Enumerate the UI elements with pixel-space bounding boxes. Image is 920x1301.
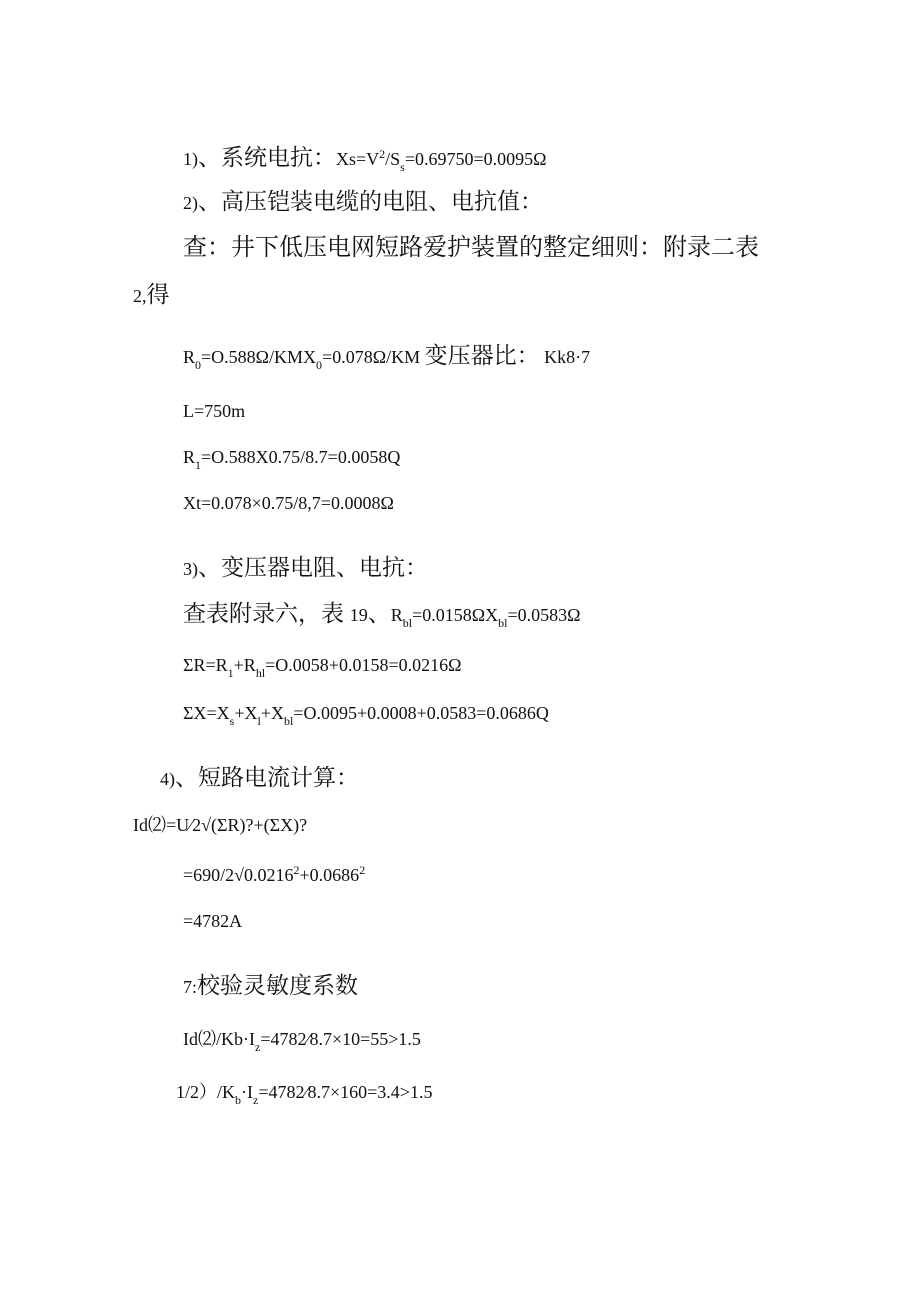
item-number: 4) — [160, 769, 175, 789]
line-r1 — [183, 447, 401, 472]
formula-part: =O.0095+0.0008+0.0583=0.0686Q — [293, 703, 549, 723]
item-number: 19 — [349, 605, 368, 625]
line-sensitivity-heading — [183, 974, 358, 997]
subscript: s — [229, 713, 235, 728]
superscript: 2 — [293, 863, 300, 877]
subscript: hl — [255, 665, 266, 680]
subscript: z — [254, 1039, 261, 1054]
formula-part: =4782⁄8.7×10=55>1.5 — [260, 1029, 421, 1049]
section-heading: 、变压器电阻、电抗： — [198, 555, 428, 580]
item-number: 1) — [183, 149, 198, 169]
formula-part: R — [183, 447, 196, 467]
formula-part: +R — [233, 655, 256, 675]
formula-part: Id⑵/Kb·I — [183, 1029, 255, 1049]
subscript: z — [253, 1092, 259, 1107]
line-xt — [183, 494, 394, 512]
formula: Id⑵=U⁄2√(ΣR)?+(ΣX)? — [133, 815, 308, 835]
paragraph-text: 变压器比： — [424, 343, 540, 368]
formula: Xt=0.078×0.75/8,7=0.0008Ω — [183, 493, 394, 513]
line-cable-heading — [183, 190, 543, 213]
formula-part: R — [390, 605, 403, 625]
formula-part: +X — [234, 703, 258, 723]
line-sum-r — [183, 655, 462, 680]
superscript: 2 — [379, 147, 386, 161]
subscript: 0 — [195, 357, 202, 372]
item-number: 2, — [133, 286, 147, 306]
subscript: bl — [498, 615, 508, 630]
line-lookup-cont — [133, 283, 170, 306]
formula-part: +X — [260, 703, 284, 723]
formula-part: =690/2√0.0216 — [183, 865, 294, 885]
item-number: 2) — [183, 193, 198, 213]
formula-part: Xs=V — [336, 149, 380, 169]
line-id-substitution — [183, 863, 366, 885]
line-short-circuit-heading — [160, 766, 359, 789]
section-heading: 、短路电流计算： — [175, 765, 359, 790]
formula-part: ·I — [241, 1082, 254, 1102]
subscript: b — [235, 1092, 242, 1107]
line-system-reactance — [183, 145, 547, 174]
formula: L=750m — [183, 401, 246, 421]
subscript: bl — [283, 713, 294, 728]
paragraph-text: 、 — [367, 601, 391, 626]
paragraph-text: 查表附录六，表 — [183, 601, 350, 626]
formula-part: =O.588Ω/KMX — [201, 347, 317, 367]
section-heading: 、高压铠装电缆的电阻、电抗值： — [198, 189, 543, 214]
item-number: 7: — [183, 977, 198, 997]
line-sum-x — [183, 703, 549, 728]
subscript: 0 — [316, 357, 323, 372]
formula-part: Kk8·7 — [539, 347, 591, 367]
formula-part: =0.69750=0.0095Ω — [404, 149, 547, 169]
line-length — [183, 402, 245, 420]
formula-part: R — [183, 347, 196, 367]
line-sensitivity-1 — [183, 1029, 421, 1054]
formula: =4782A — [183, 911, 243, 931]
subscript: 1 — [195, 457, 202, 472]
formula-part: =4782⁄8.7×160=3.4>1.5 — [258, 1082, 433, 1102]
line-id-result — [183, 912, 242, 930]
section-heading: 、系统电抗： — [198, 145, 336, 170]
formula-part: ΣR=R — [183, 655, 228, 675]
subscript: 1 — [227, 665, 234, 680]
line-sensitivity-2 — [176, 1082, 433, 1107]
formula-part: =0.0158ΩX — [412, 605, 499, 625]
formula-part: =O.588X0.75/8.7=0.0058Q — [201, 447, 401, 467]
subscript: bl — [402, 615, 413, 630]
formula-part: =0.0583Ω — [507, 605, 581, 625]
subscript: l — [257, 713, 261, 728]
line-table-lookup — [183, 601, 581, 630]
line-transformer-heading — [183, 556, 428, 579]
formula-part: =O.0058+0.0158=0.0216Ω — [265, 655, 462, 675]
section-heading: 校验灵敏度系数 — [197, 973, 359, 998]
line-lookup — [183, 236, 759, 260]
superscript: 2 — [359, 863, 366, 877]
formula-part: /S — [385, 149, 401, 169]
subscript: s — [400, 159, 405, 174]
item-number: 3) — [183, 559, 198, 579]
formula-part: ΣX=X — [183, 703, 230, 723]
paragraph-text: 查：井下低压电网短路爱护装置的整定细则：附录二表 — [183, 235, 759, 261]
formula-part: =0.078Ω/KM — [322, 347, 425, 367]
formula-part: +0.0686 — [299, 865, 360, 885]
line-id-formula — [133, 816, 307, 834]
line-r0-x0 — [183, 343, 591, 372]
formula-part: 1/2）/K — [176, 1082, 236, 1102]
paragraph-text: 得 — [146, 282, 170, 307]
